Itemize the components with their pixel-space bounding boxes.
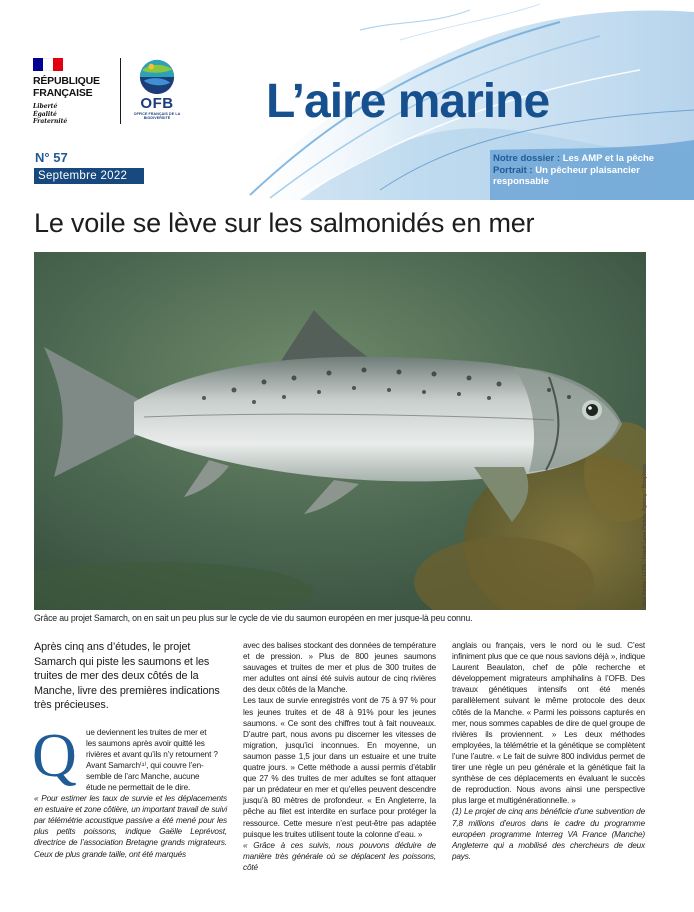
dropcap-line: étude ne permettait de le dire. xyxy=(86,782,191,792)
rf-motto: Liberté Égalité Fraternité xyxy=(33,103,68,125)
photo-credit: Jack Perks / LTPA / Frank Lane Picture Agency / Biosphoto xyxy=(642,464,648,608)
masthead-title: L’aire marine xyxy=(266,75,550,128)
salmon-photo xyxy=(34,252,646,610)
dropcap-line: semble de l’arc Manche, aucune xyxy=(86,771,200,781)
ofb-subtitle: OFFICE FRANÇAIS DE LA BIODIVERSITÉ xyxy=(133,112,181,121)
rf-name: RÉPUBLIQUE FRANÇAISE xyxy=(33,75,100,99)
ofb-globe-icon xyxy=(138,58,176,96)
issue-number xyxy=(35,150,68,165)
article-column-1 xyxy=(34,640,227,860)
portrait-line xyxy=(493,165,693,188)
footnote: (1) Le projet de cinq ans bénéficie d’une subvention de 7,8 millions d’euros dans le cadre du programme européen programme Interreg VA France (Manche) Angleterre qui a mobilisé des chercheurs de deux pays. xyxy=(452,807,645,861)
body-paragraph: Les taux de survie enregistrés vont de 75 à 97 % pour les jeunes truites et de 48 à 91% pour les jeunes saumons. « Ce sont des chiffres tout à fait nouveaux. D’autre part, nous avons pu discerner les vitesses de migration, jusqu’ici inconnues. En moyenne, un saumon passe 1,5 jour dans un estuaire et une truite quatre jours. » Cette méthode a aussi permis d’établir que 27 % des truites de mer adultes se font attaquer par un prédateur en mer et qu’elles peuvent descendre jusqu’à 80 mètres de profondeur. « En Angleterre, la pêche au filet est interdite en surface pour protéger la ressource. Cette mesure n’est peut-être pas adaptée puisque les truites utilisent toute la colonne d’eau. » xyxy=(243,696,436,839)
dropcap-paragraph xyxy=(32,721,227,860)
dropcap-line: les saumons après avoir quitté les xyxy=(86,738,205,748)
body-paragraph: « Pour estimer les taux de survie et les déplacements en estuaire et zone côtière, un important travail de suivi par télémétrie acoustique passive a été mené pour les plus petits poissons, indique Gaëlle Leprévost, directrice de l’association Bretagne grands migrateurs. Ceux de plus grande taille, ont été marqués xyxy=(34,794,227,859)
logo-divider xyxy=(120,58,121,124)
dossier-line xyxy=(493,153,693,165)
portrait-value: Un pêcheur plaisancier responsable xyxy=(493,164,640,187)
article-headline: Le voile se lève sur les salmonidés en mer xyxy=(34,208,535,238)
dropcap-line: rivières et avant qu’ils n’y retournent ? xyxy=(86,749,218,759)
dossier-key: Notre dossier : xyxy=(493,153,561,164)
article-lead: Après cinq ans d’études, le projet Samarch qui piste les saumons et les truites de mer des deux côtés de la Manche, livre des premières indications très précieuses. xyxy=(34,641,220,711)
dossier-value: Les AMP et la pêche xyxy=(562,153,655,164)
issue-number-value: 57 xyxy=(53,150,68,165)
article-column-3 xyxy=(452,640,645,862)
ofb-logo xyxy=(129,58,185,121)
body-paragraph: anglais ou français, vers le nord ou le sud. C’est infiniment plus que ce que nous savions déjà », indique Laurent Beaulaton, chef de pôle recherche et développement migrateurs amphihalins à l’OFB. Des travaux génétiques intensifs ont été menés parallèlement suivant le même protocole des deux côtés de la Manche. « Parmi les poissons capturés en mer, nous sommes capables de dire de quel groupe de rivières ils proviennent. » Les deux méthodes employées, la télémétrie et la génétique se complètent l’une l’autre. « Le fait de suivre 800 individus permet de tirer une règle un peu générale et la génétique fait la synthèse de ces déplacements en évaluant le succès de reproduction. Nous avons ainsi une perspective plus large et multigénérationnelle. » xyxy=(452,641,645,806)
dropcap-line: Avant Samarch⁽¹⁾, qui couvre l’en- xyxy=(86,760,204,770)
issue-contents xyxy=(493,153,693,188)
ofb-name: OFB xyxy=(140,95,174,112)
photo-caption: Grâce au projet Samarch, on en sait un peu plus sur le cycle de vie du saumon européen en mer jusque-là peu connu. xyxy=(34,613,473,623)
article-column-2 xyxy=(243,640,436,873)
marianne-flag-icon xyxy=(33,58,63,71)
dropcap-line: ue deviennent les truites de mer et xyxy=(86,727,207,737)
body-paragraph: avec des balises stockant des données de température et de pression. » Plus de 800 jeunes saumons sauvages et truites de mer et plus de 300 truites de mer adultes ont ainsi été suivis autour de cinq rivières des deux côtés de la Manche. xyxy=(243,641,436,695)
salmon-illustration xyxy=(34,252,646,610)
issue-date: Septembre 2022 xyxy=(34,168,144,184)
dropcap-letter: Q xyxy=(32,721,77,790)
portrait-key: Portrait : xyxy=(493,164,533,176)
issue-number-prefix: N° xyxy=(35,150,50,165)
body-paragraph: « Grâce à ces suivis, nous pouvons déduire de manière très générale où se déplacent les poissons, côté xyxy=(243,840,436,872)
republique-francaise-logo xyxy=(33,58,123,126)
